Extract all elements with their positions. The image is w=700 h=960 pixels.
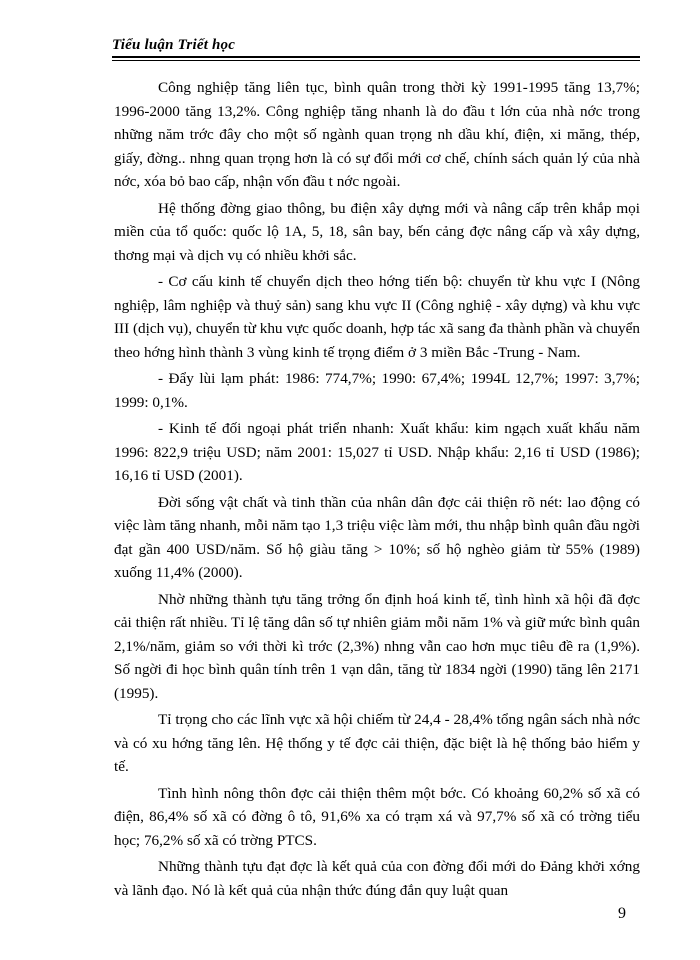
page-content	[114, 76, 640, 905]
paragraph-infrastructure: Hệ thống đờng giao thông, bu điện xây dựng mới và nâng cấp trên khắp mọi miền của tổ quốc: quốc lộ 1A, 5, 18, sân bay, bến cảng đợc nâng cấp và xây dựng, thơng mại và dịch vụ có nhiều khởi sắc.	[114, 199, 640, 264]
header-rule-thin	[112, 60, 640, 61]
paragraph-foreign-trade: - Kinh tế đối ngoại phát triển nhanh: Xuất khẩu: kim ngạch xuất khẩu năm 1996: 822,9 triệu USD; năm 2001: 15,027 tỉ USD. Nhập khẩu: 2,16 tỉ USD (1986); 16,16 tỉ USD (2001).	[114, 420, 640, 484]
page-header	[112, 36, 640, 61]
header-rule	[112, 56, 640, 58]
page-number: 9	[618, 905, 626, 922]
header-title: Tiểu luận Triết học	[112, 37, 236, 53]
paragraph-social-budget: Tỉ trọng cho các lĩnh vực xã hội chiếm từ 24,4 - 28,4% tổng ngân sách nhà nớc và có xu hớng tăng lên. Hệ thống y tế đợc cải thiện, đặc biệt là hệ thống bảo hiểm y tế.	[114, 711, 640, 775]
paragraph-economic-structure: - Cơ cấu kinh tế chuyển dịch theo hớng tiến bộ: chuyển từ khu vực I (Nông nghiệp, lâm nghiệp và thuỷ sản) sang khu vực II (Công nghiệ - xây dựng) và khu vực III (dịch vụ), chuyển từ khu vực quốc doanh, hợp tác xã sang đa thành phần và chuyển theo hớng hình thành 3 vùng kinh tế trọng điểm ở 3 miền Bắc -Trung - Nam.	[114, 273, 640, 361]
paragraph-social-situation: Nhờ những thành tựu tăng trởng ổn định hoá kinh tế, tình hình xã hội đã đợc cải thiện rất nhiều. Tỉ lệ tăng dân số tự nhiên giảm mỗi năm 1% và giữ mức bình quân 2,1%/năm, giảm so với thời kì trớc (2,3%) nhng vẫn cao hơn mục tiêu đề ra (1,9%). Số ngời đi học bình quân tính trên 1 vạn dân, tăng từ 1834 ngời (1990) tăng lên 2171 (1995).	[114, 590, 640, 702]
paragraph-industry: Công nghiệp tăng liên tục, bình quân trong thời kỳ 1991-1995 tăng 13,7%; 1996-2000 tăng 13,2%. Công nghiệp tăng nhanh là do đầu t lớn của nhà nớc trong những năm trớc đây cho một số ngành quan trọng nh dầu khí, điện, xi măng, thép, giấy, đờng.. nhng quan trọng hơn là có sự đổi mới cơ chế, chính sách quản lý của nhà nớc, xóa bỏ bao cấp, nhận vốn đầu t nớc ngoài.	[114, 79, 640, 190]
paragraph-living-standards: Đời sống vật chất và tinh thần của nhân dân đợc cải thiện rõ nét: lao động có việc làm tăng nhanh, mỗi năm tạo 1,3 triệu việc làm mới, thu nhập bình quân đầu ngời đạt gần 400 USD/năm. Số hộ giàu tăng > 10%; số hộ nghèo giảm từ 55% (1989) xuống 11,4% (2000).	[114, 493, 640, 581]
paragraph-inflation: - Đẩy lùi lạm phát: 1986: 774,7%; 1990: 67,4%; 1994L 12,7%; 1997: 3,7%; 1999: 0,1%.	[114, 370, 640, 411]
paragraph-rural-situation: Tình hình nông thôn đợc cải thiện thêm một bớc. Có khoảng 60,2% số xã có điện, 86,4% số xã có đờng ô tô, 91,6% xa có trạm xá và 97,7% số xã có trờng tiểu học; 76,2% số xã có trờng PTCS.	[114, 784, 640, 849]
paragraph-achievements: Những thành tựu đạt đợc là kết quả của con đờng đổi mới do Đảng khởi xớng và lãnh đạo. Nó là kết quả của nhận thức đúng đắn quy luật quan	[114, 858, 640, 899]
